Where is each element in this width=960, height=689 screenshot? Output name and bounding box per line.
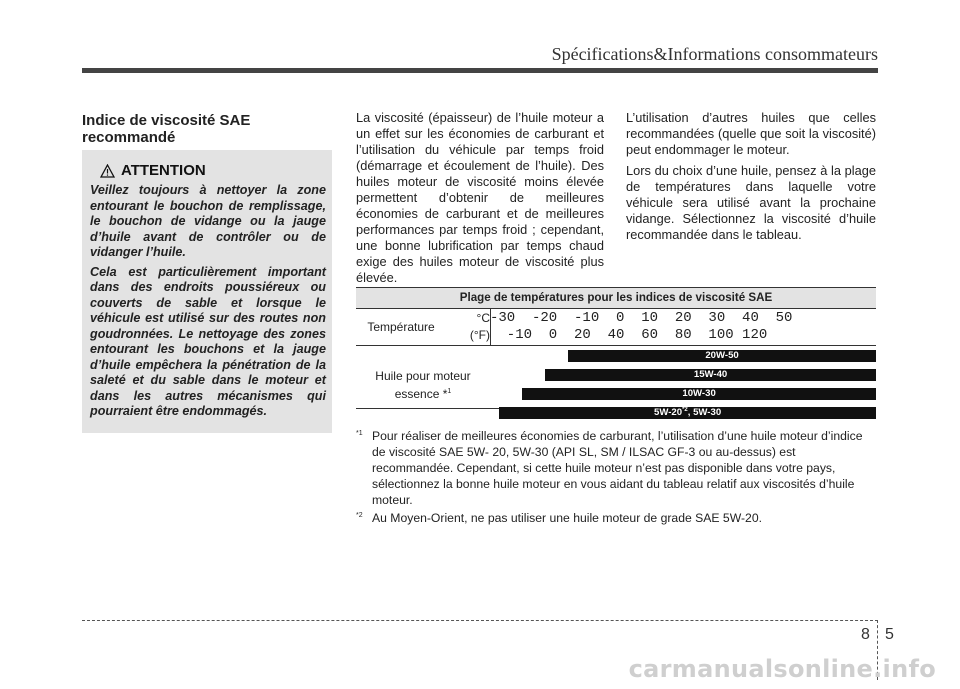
footnote-marker: *1 xyxy=(356,430,363,437)
paragraph: La viscosité (épaisseur) de l’huile moteur a un effet sur les économies de carburant et l’utilisation du véhicule par temps froid (démarrage et écoulement de l’huile). Des huiles moteur de viscosité moins élevée permettent d’obtenir de meilleures économies de carburant et de meilleures performances par temps froid ; cependant, une bonne lubrification par temps chaud exige des huiles moteur de viscosité plus élevée. xyxy=(356,110,604,285)
attention-paragraph: Veillez toujours à nettoyer la zone entourant le bouchon de remplissage, le bouchon de vidange ou la jauge d’huile avant de contrôler ou de vidanger l’huile. xyxy=(90,183,326,259)
fahrenheit-scale: -10 0 20 40 60 80 100 120 xyxy=(490,327,768,343)
oil-type-label: Huile pour moteur essence *$^1$ xyxy=(375,369,471,401)
footnote xyxy=(356,428,876,508)
warning-triangle-icon xyxy=(100,164,115,178)
unit-celsius: °C xyxy=(476,311,490,325)
grade-label: 10W-30 xyxy=(682,388,716,399)
grade-bar xyxy=(568,350,876,362)
footnote-text: Au Moyen-Orient, ne pas utiliser une huile moteur de grade SAE 5W-20. xyxy=(372,511,762,525)
viscosity-table xyxy=(356,287,876,418)
grade-bar xyxy=(522,388,876,400)
table-title: Plage de températures pour les indices de viscosité SAE xyxy=(356,288,876,309)
celsius-scale: -30 -20 -10 0 10 20 30 40 50 xyxy=(490,310,793,326)
footnote-text: Pour réaliser de meilleures économies de carburant, l’utilisation d’une huile moteur d’indice de viscosité SAE 5W- 20, 5W-30 (API SL, SM / ILSAC GF-3 ou au-dessus) est recommandée. Cependant, si cette huile moteur n’est pas disponible dans votre pays, sélectionnez la bonne huile moteur en vous aidant du tableau relatif aux viscosités d’huile moteur. xyxy=(372,429,863,507)
attention-paragraph: Cela est particulièrement important dans des endroits poussiéreux ou couverts de sable et lorsque le véhicule est utilisé sur des routes non goudronnées. Le nettoyage des zones entourant les bouchons et la jauge d’huile empêchera la pénétration de la saleté et du sable dans le moteur et dans les autres mécanismes qui pourraient être endommagés. xyxy=(90,264,326,418)
grade-label: 15W-40 xyxy=(693,369,728,380)
header-rule xyxy=(82,68,878,73)
footnote-marker: *2 xyxy=(356,512,363,519)
grade-bar xyxy=(545,369,876,381)
chapter-number: 8 xyxy=(861,626,870,643)
section-title: Indice de viscosité SAE recommandé xyxy=(82,112,251,146)
watermark: carmanualsonline.info xyxy=(628,655,936,683)
attention-header xyxy=(100,162,326,179)
column-2-text xyxy=(356,110,604,291)
paragraph: L’utilisation d’autres huiles que celles recommandées (quelle que soit la viscosité) peut endommager le moteur. xyxy=(626,110,876,157)
page-number: 5 xyxy=(885,626,894,643)
grade-bar: 5W-20$^{*2}$, 5W-30 xyxy=(499,407,876,419)
paragraph: Lors du choix d’une huile, pensez à la plage de températures dans laquelle votre véhicule sera utilisé avant la prochaine vidange. Sélectionnez la viscosité d’huile recommandée dans le tableau. xyxy=(626,163,876,242)
unit-fahrenheit: (°F) xyxy=(469,328,490,342)
attention-title: ATTENTION xyxy=(121,162,206,179)
attention-box xyxy=(82,150,332,433)
footnote xyxy=(356,510,876,526)
footer-rule xyxy=(82,620,878,621)
grade-label: 20W-50 xyxy=(705,350,739,361)
footnotes xyxy=(356,428,876,528)
grade-label: 5W-20 xyxy=(654,407,683,418)
column-3-text xyxy=(626,110,876,248)
temperature-label: Température xyxy=(367,320,435,334)
header-title: Spécifications&Informations consommateurs xyxy=(551,44,878,64)
temperature-row xyxy=(356,309,876,346)
